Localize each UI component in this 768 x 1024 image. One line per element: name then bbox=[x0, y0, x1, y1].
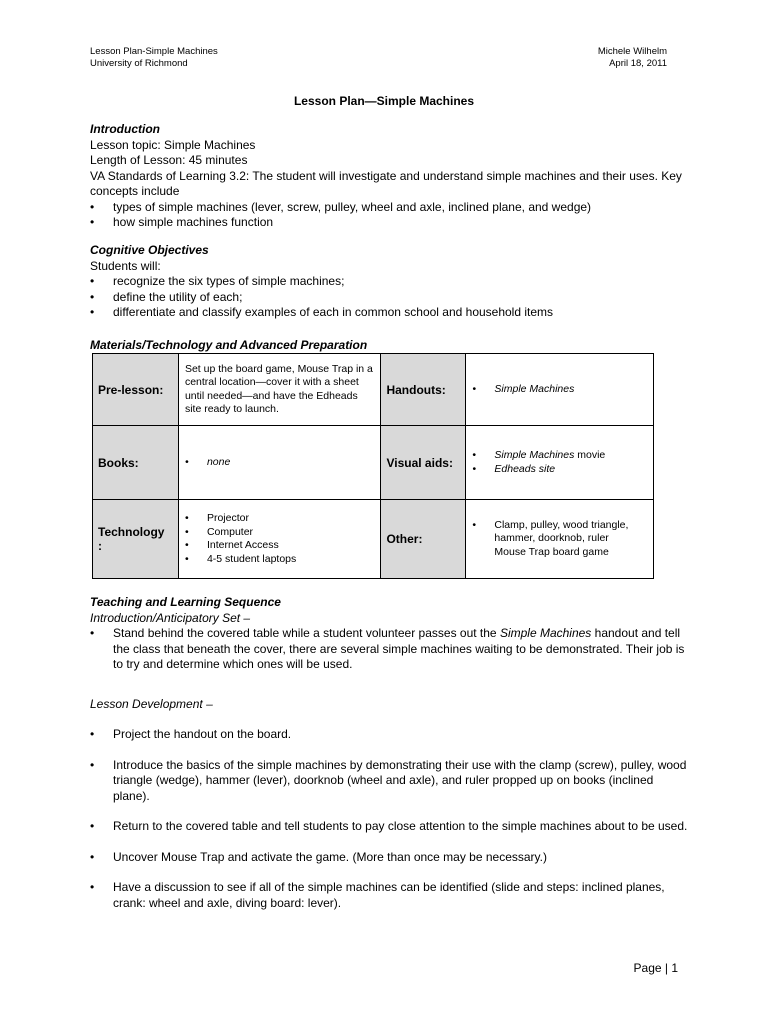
table-row bbox=[93, 426, 654, 500]
materials-table bbox=[92, 353, 654, 579]
table-label-prelesson: Pre-lesson: bbox=[93, 354, 179, 426]
list-item: • Have a discussion to see if all of the simple machines can be identified (slide and steps: inclined planes, crank: wheel and axle, diving board: lever). bbox=[90, 880, 690, 911]
table-cell-visual-aids bbox=[466, 426, 654, 500]
list-item: • differentiate and classify examples of each in common school and household items bbox=[90, 305, 690, 321]
objectives-section bbox=[90, 243, 690, 321]
table-cell-handouts bbox=[466, 354, 654, 426]
table-cell-technology bbox=[178, 500, 381, 579]
list-item: • how simple machines function bbox=[90, 215, 690, 231]
intro-bullet-list bbox=[90, 200, 690, 231]
list-item: • Edheads site bbox=[472, 463, 647, 477]
list-item: • define the utility of each; bbox=[90, 290, 690, 306]
list-item: • Stand behind the covered table while a student volunteer passes out the Simple Machines handout and tell the class that beneath the cover, there are several simple machines waiting to be demonstrated. Their job is to try and determine which ones will be used. bbox=[90, 626, 690, 673]
introduction-heading: Introduction bbox=[90, 122, 160, 136]
table-cell-other bbox=[466, 500, 654, 579]
list-item: • none bbox=[185, 456, 375, 470]
objectives-bullet-list bbox=[90, 274, 690, 321]
objectives-heading: Cognitive Objectives bbox=[90, 243, 209, 257]
document-title: Lesson Plan—Simple Machines bbox=[293, 94, 475, 108]
lesson-length: Length of Lesson: 45 minutes bbox=[90, 153, 248, 167]
header-course: Lesson Plan-Simple Machines bbox=[90, 46, 218, 57]
list-item: • Simple Machines movie bbox=[472, 449, 647, 463]
sequence-subheading-development: Lesson Development – bbox=[90, 696, 213, 711]
table-label-technology: Technology : bbox=[93, 500, 179, 579]
list-item: • Return to the covered table and tell students to pay close attention to the simple machines about to be used. bbox=[90, 819, 690, 835]
list-item: • Computer bbox=[185, 526, 375, 540]
development-list bbox=[90, 727, 690, 743]
header-right bbox=[598, 46, 667, 70]
sequence-heading: Teaching and Learning Sequence bbox=[90, 595, 281, 609]
header-author: Michele Wilhelm bbox=[597, 46, 667, 57]
introduction-section bbox=[90, 122, 690, 231]
list-item: • Projector bbox=[185, 512, 375, 526]
lesson-standards: VA Standards of Learning 3.2: The student will investigate and understand simple machines and their uses. Key concepts include bbox=[90, 168, 682, 198]
list-item: • types of simple machines (lever, screw, pulley, wheel and axle, inclined plane, and wedge) bbox=[90, 200, 690, 216]
table-label-handouts: Handouts: bbox=[381, 354, 466, 426]
list-item: • Introduce the basics of the simple machines by demonstrating their use with the clamp (screw), pulley, wood triangle (wedge), hammer (lever), doorknob (wheel and axle), and ruler propped up on books (inclined plane). bbox=[90, 758, 690, 805]
table-row bbox=[93, 500, 654, 579]
table-label-visual-aids: Visual aids: bbox=[381, 426, 466, 500]
list-item: • Uncover Mouse Trap and activate the game. (More than once may be necessary.) bbox=[90, 850, 690, 866]
sequence-subheading-intro: Introduction/Anticipatory Set – bbox=[90, 610, 251, 625]
list-item: • 4-5 student laptops bbox=[185, 553, 375, 567]
table-cell-books bbox=[178, 426, 381, 500]
list-item: • Simple Machines bbox=[472, 383, 647, 397]
lesson-topic: Lesson topic: Simple Machines bbox=[90, 137, 256, 152]
intro-set-list bbox=[90, 626, 690, 673]
table-label-books: Books: bbox=[93, 426, 179, 500]
materials-heading: Materials/Technology and Advanced Preparation bbox=[90, 338, 368, 352]
list-item: • Project the handout on the board. bbox=[90, 727, 690, 743]
list-item: • Internet Access bbox=[185, 539, 375, 553]
header-university: University of Richmond bbox=[90, 58, 188, 69]
sequence-section bbox=[90, 595, 690, 911]
list-item: • recognize the six types of simple machines; bbox=[90, 274, 690, 290]
objectives-intro: Students will: bbox=[90, 258, 161, 273]
header-date: April 18, 2011 bbox=[609, 58, 667, 69]
table-cell-prelesson: Set up the board game, Mouse Trap in a central location—cover it with a sheet until needed—and have the Edheads site ready to launch. bbox=[178, 354, 381, 426]
page-number: Page | 1 bbox=[633, 961, 678, 975]
materials-section bbox=[90, 338, 690, 354]
list-item: • Clamp, pulley, wood triangle, hammer, doorknob, ruler Mouse Trap board game bbox=[472, 519, 647, 560]
table-row bbox=[93, 354, 654, 426]
table-label-other: Other: bbox=[381, 500, 466, 579]
header-left bbox=[90, 46, 218, 70]
